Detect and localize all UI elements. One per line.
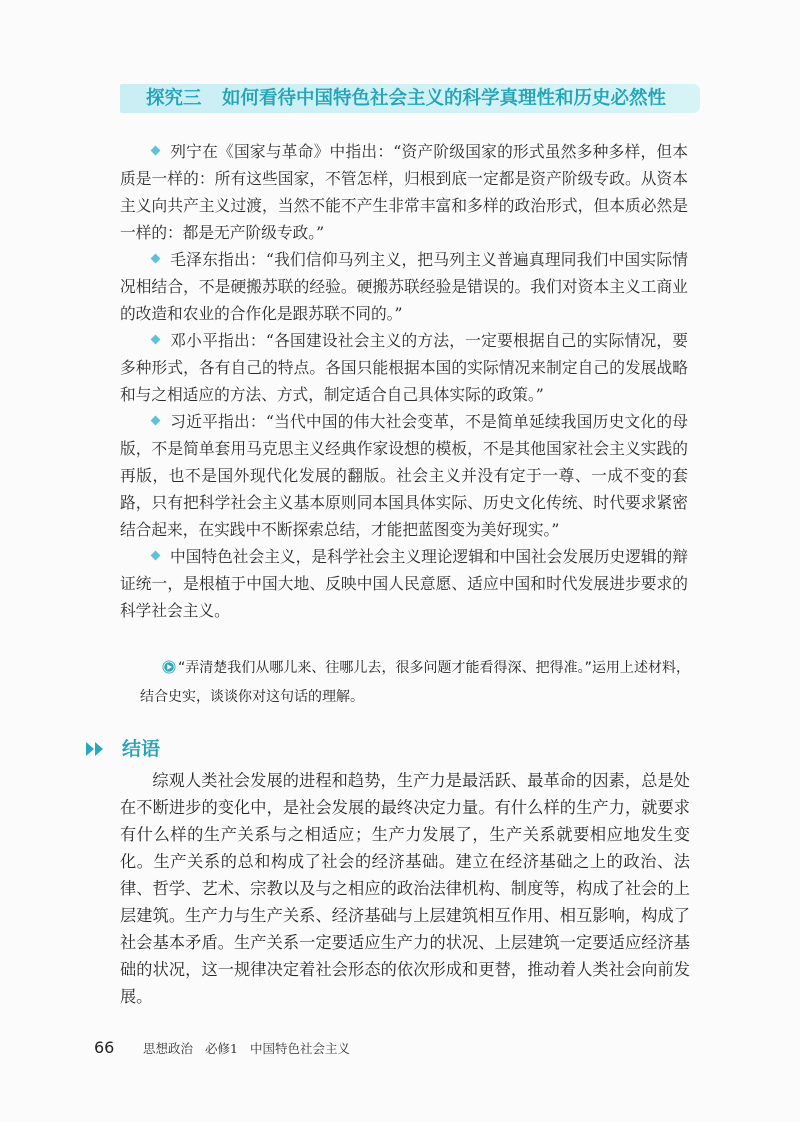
conclusion-heading bbox=[86, 736, 286, 762]
footer-book-title bbox=[143, 1040, 362, 1058]
section-label: 探究三 bbox=[146, 88, 202, 109]
question-text: “弄清楚我们从哪儿来、往哪儿去，很多问题才能看得深、把得准。”运用上述材料，结合史实，谈谈你对这句话的理解。 bbox=[140, 660, 690, 705]
conclusion-title: 结语 bbox=[122, 738, 161, 760]
diamond-bullet-icon bbox=[151, 254, 161, 264]
discussion-question bbox=[140, 654, 690, 712]
footer-subject: 中国特色社会主义 bbox=[249, 1041, 350, 1056]
page-number: 66 bbox=[94, 1038, 115, 1057]
material-text: 习近平指出：“当代中国的伟大社会变革，不是简单延续我国历史文化的母版，不是简单套用马克思主义经典作家设想的模板，不是其他国家社会主义实践的再版，也不是国外现代化发展的翻版。社会主义并没有定于一尊、一成不变的套路，只有把科学社会主义基本原则同本国具体实际、历史文化传统、时代要求紧密结合起来，在实践中不断探索总结，才能把蓝图变为美好现实。” bbox=[120, 412, 688, 539]
footer-book: 思想政治 bbox=[143, 1041, 194, 1056]
footer-volume: 必修1 bbox=[205, 1041, 238, 1056]
diamond-bullet-icon bbox=[151, 551, 161, 561]
material-item bbox=[120, 408, 688, 543]
double-arrow-icon bbox=[86, 742, 106, 756]
material-item bbox=[120, 138, 688, 246]
section-header-bar bbox=[120, 84, 700, 113]
conclusion-paragraph: 综观人类社会发展的进程和趋势，生产力是最活跃、最革命的因素，总是处在不断进步的变化中，是社会发展的最终决定力量。有什么样的生产力，就要求有什么样的生产关系与之相适应；生产力发展了，生产关系就要相应地发生变化。生产关系的总和构成了社会的经济基础。建立在经济基础之上的政治、法律、哲学、艺术、宗教以及与之相应的政治法律机构、制度等，构成了社会的上层建筑。生产力与生产关系、经济基础与上层建筑相互作用、相互影响，构成了社会基本矛盾。生产关系一定要适应生产力的状况、上层建筑一定要适应经济基础的状况，这一规律决定着社会形态的依次形成和更替，推动着人类社会向前发展。 bbox=[120, 772, 690, 1006]
diamond-bullet-icon bbox=[151, 146, 161, 156]
material-text: 邓小平指出：“各国建设社会主义的方法，一定要根据自己的实际情况，要多种形式，各有自己的特点。各国只能根据本国的实际情况来制定自己的发展战略和与之相适应的方法、方式，制定适合自己具体实际的政策。” bbox=[120, 331, 688, 404]
material-item bbox=[120, 543, 688, 624]
material-text: 中国特色社会主义，是科学社会主义理论逻辑和中国社会发展历史逻辑的辩证统一，是根植于中国大地、反映中国人民意愿、适应中国和时代发展进步要求的科学社会主义。 bbox=[120, 547, 688, 620]
materials-list bbox=[120, 138, 688, 624]
material-text: 列宁在《国家与革命》中指出：“资产阶级国家的形式虽然多种多样，但本质是一样的：所有这些国家，不管怎样，归根到底一定都是资产阶级专政。从资本主义向共产主义过渡，当然不能不产生非常丰富和多样的政治形式，但本质必然是一样的：都是无产阶级专政。” bbox=[120, 142, 688, 242]
diamond-bullet-icon bbox=[151, 335, 161, 345]
material-text: 毛泽东指出：“我们信仰马列主义，把马列主义普遍真理同我们中国实际情况相结合，不是硬搬苏联的经验。硬搬苏联经验是错误的。我们对资本主义工商业的改造和农业的合作化是跟苏联不同的。” bbox=[120, 250, 688, 323]
material-item bbox=[120, 246, 688, 327]
diamond-bullet-icon bbox=[151, 416, 161, 426]
section-title: 如何看待中国特色社会主义的科学真理性和历史必然性 bbox=[222, 88, 667, 109]
material-item bbox=[120, 327, 688, 408]
question-play-icon bbox=[162, 660, 176, 674]
